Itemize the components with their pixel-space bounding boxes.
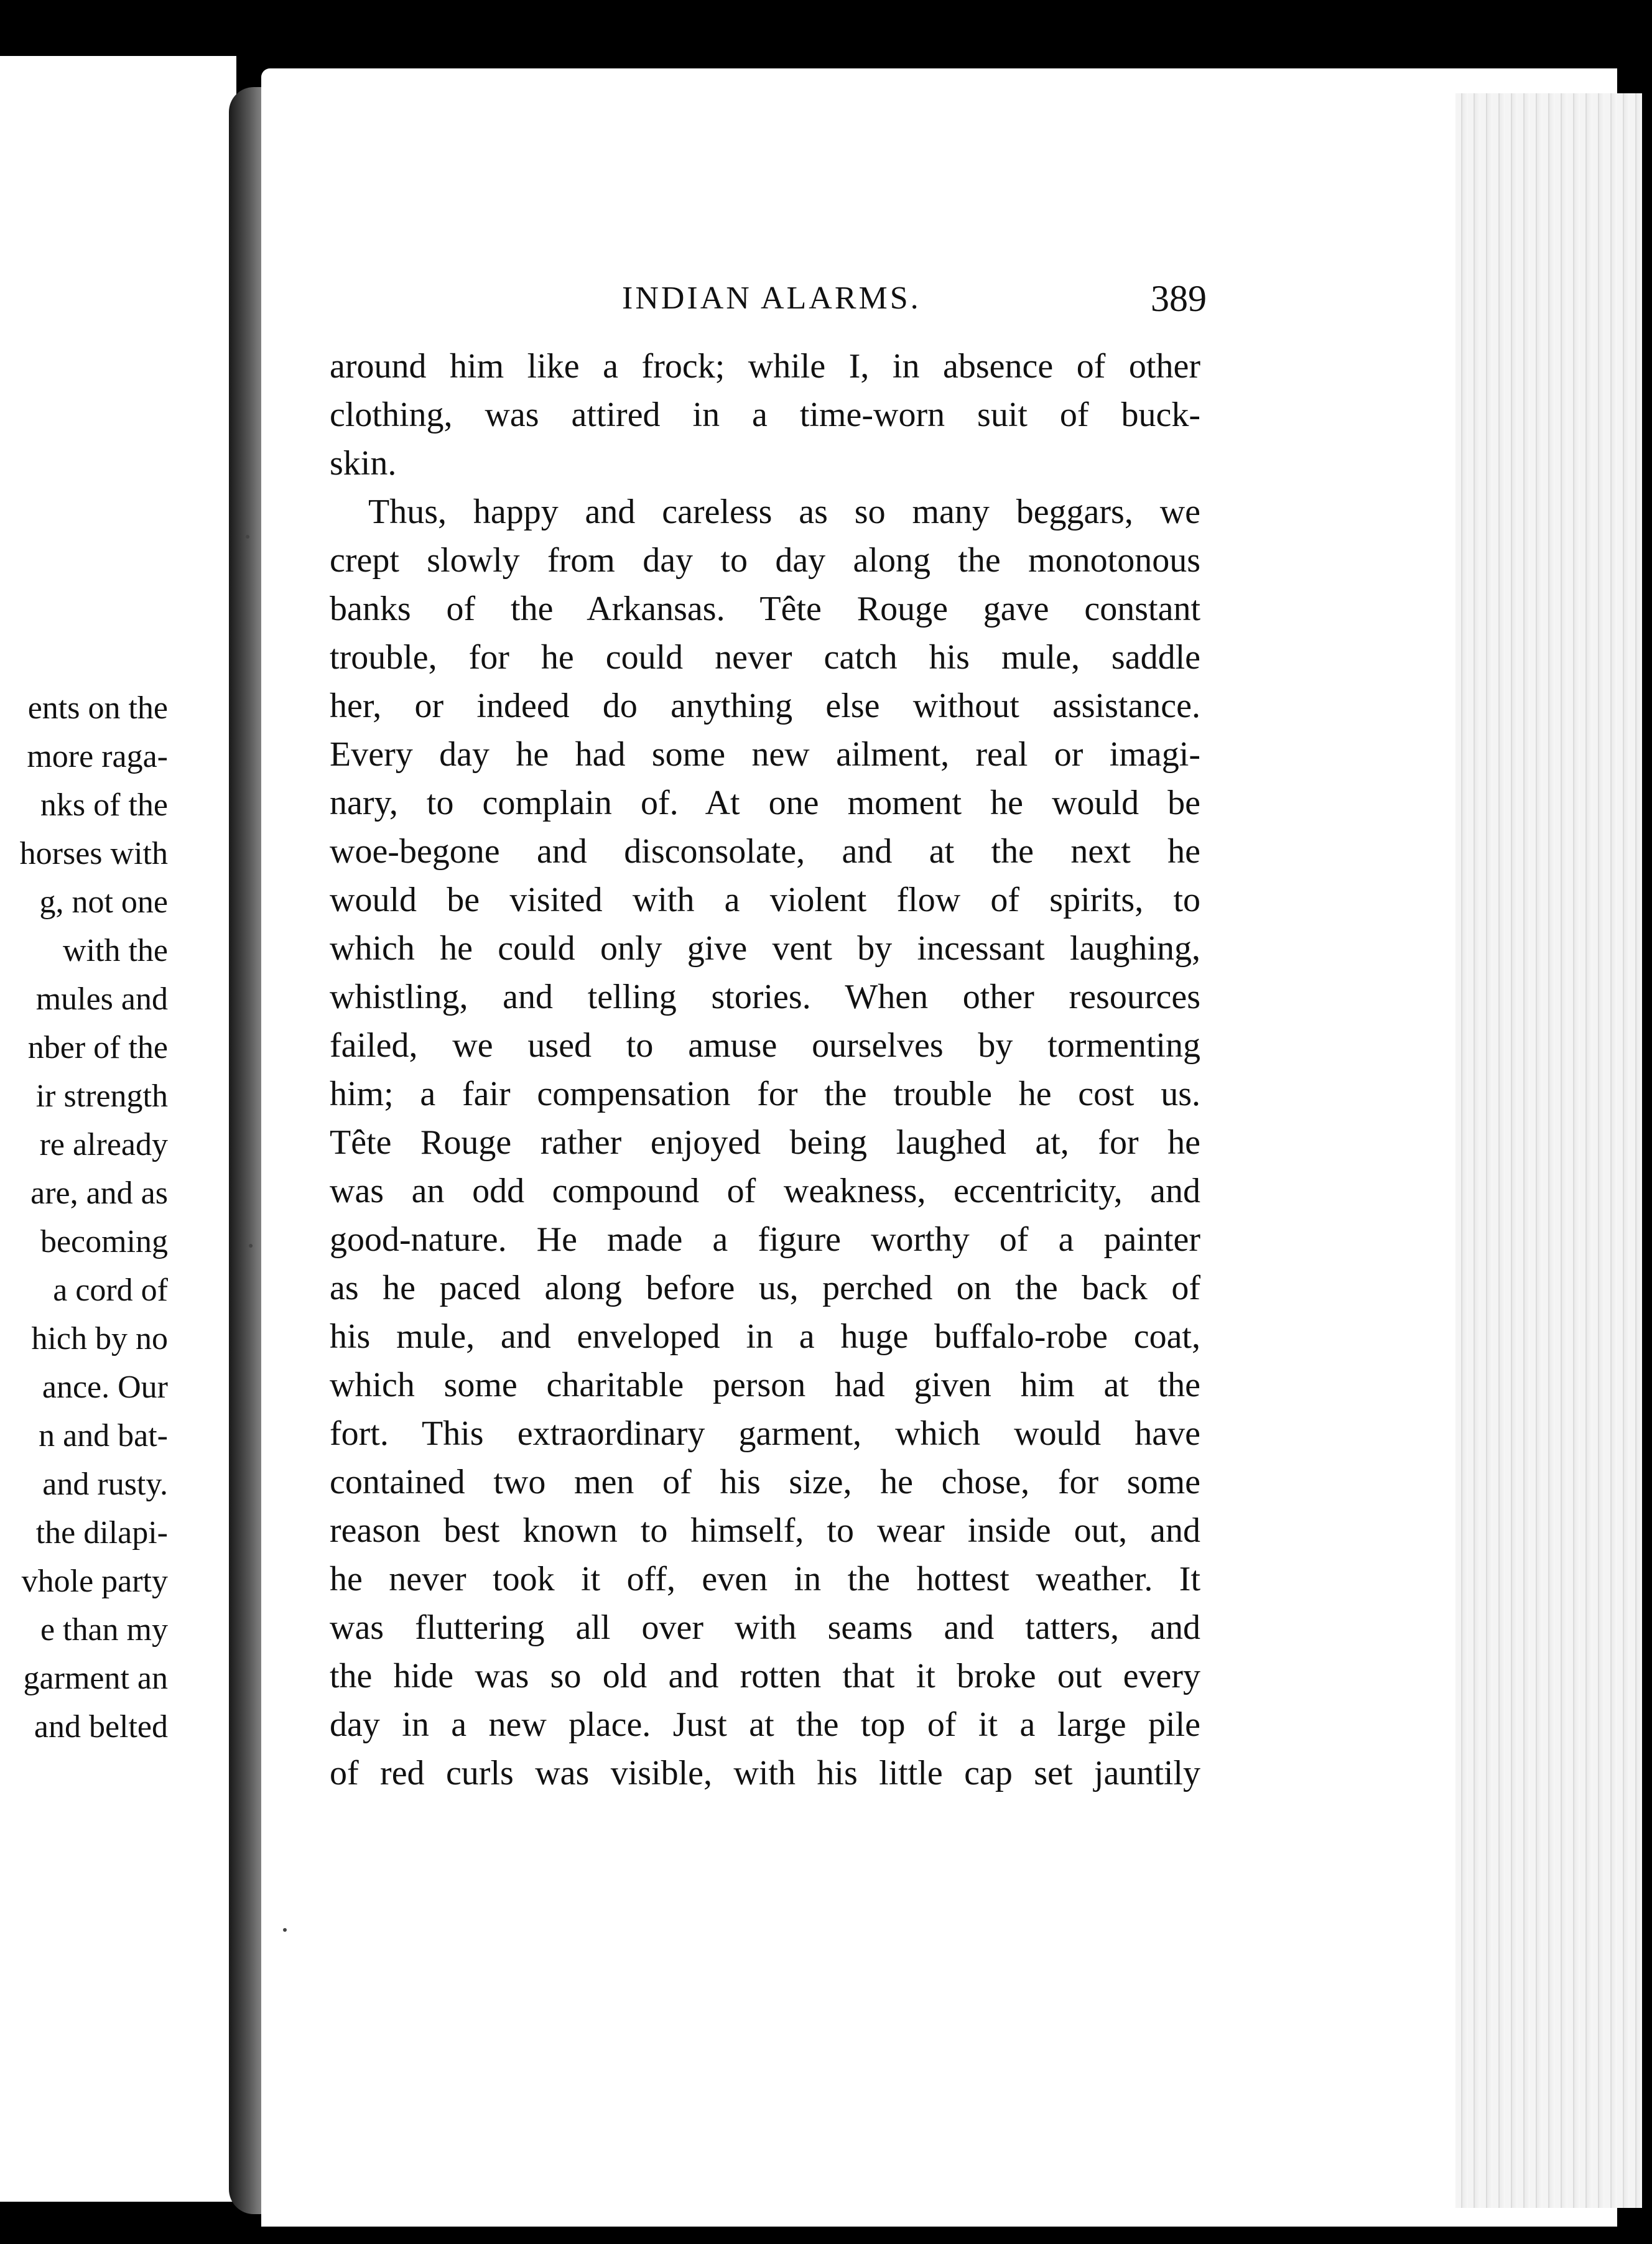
text-line: was an odd compound of weakness, eccentricity, and	[330, 1172, 1200, 1210]
left-line: with the	[63, 933, 168, 968]
paper-speck	[283, 1928, 287, 1932]
left-line: vhole party	[21, 1564, 168, 1599]
text-line: Every day he had some new ailment, real or imagi-	[330, 735, 1200, 774]
text-line: woe-begone and disconsolate, and at the next he	[330, 832, 1200, 871]
text-line: his mule, and enveloped in a huge buffalo-robe coat,	[330, 1317, 1200, 1356]
body-text	[330, 342, 1200, 1797]
left-line: and rusty.	[42, 1467, 168, 1502]
page-edges	[1455, 93, 1642, 2208]
left-line: ents on the	[27, 690, 168, 726]
text-line: day in a new place. Just at the top of it a large pile	[330, 1705, 1200, 1744]
text-line: Tête Rouge rather enjoyed being laughed at, for he	[330, 1123, 1200, 1162]
text-line: good-nature. He made a figure worthy of a painter	[330, 1220, 1200, 1259]
text-line: would be visited with a violent flow of spirits, to	[330, 881, 1200, 919]
left-line: more raga-	[27, 739, 168, 774]
page-number: 389	[1151, 278, 1207, 319]
paper-speck	[246, 535, 249, 539]
text-line: he never took it off, even in the hottest weather. It	[330, 1560, 1200, 1598]
left-page-text	[0, 684, 168, 1751]
left-line: re already	[39, 1127, 168, 1162]
text-line: skin.	[330, 444, 397, 483]
text-line: which some charitable person had given him at the	[330, 1366, 1200, 1404]
left-line: nks of the	[40, 787, 168, 823]
left-line: hich by no	[31, 1321, 168, 1356]
text-line: of red curls was visible, with his little cap set jauntily	[330, 1754, 1200, 1792]
left-line: nber of the	[27, 1030, 168, 1065]
text-line: nary, to complain of. At one moment he would be	[330, 784, 1200, 822]
left-line: becoming	[40, 1224, 168, 1259]
text-line: reason best known to himself, to wear inside out, and	[330, 1511, 1200, 1550]
text-line: clothing, was attired in a time-worn suit of buck-	[330, 396, 1200, 434]
left-line: e than my	[40, 1612, 168, 1648]
text-line: which he could only give vent by incessant laughing,	[330, 929, 1200, 968]
text-line: Thus, happy and careless as so many beggars, we	[368, 493, 1200, 531]
running-title: INDIAN ALARMS.	[622, 280, 921, 316]
running-head	[622, 280, 1207, 330]
left-line: mules and	[35, 981, 168, 1017]
text-line: around him like a frock; while I, in absence of other	[330, 347, 1200, 386]
left-line: a cord of	[53, 1273, 168, 1308]
left-line: are, and as	[30, 1175, 168, 1211]
text-line: him; a fair compensation for the trouble he cost us.	[330, 1075, 1200, 1113]
left-line: garment an	[23, 1661, 168, 1696]
paper-speck	[249, 1244, 253, 1248]
left-line: and belted	[34, 1709, 168, 1745]
text-line: banks of the Arkansas. Tête Rouge gave constant	[330, 590, 1200, 628]
text-line: whistling, and telling stories. When other resources	[330, 978, 1200, 1016]
text-line: trouble, for he could never catch his mule, saddle	[330, 638, 1200, 677]
text-line: crept slowly from day to day along the monotonous	[330, 541, 1200, 580]
text-line: contained two men of his size, he chose, for some	[330, 1463, 1200, 1501]
text-line: her, or indeed do anything else without assistance.	[330, 687, 1200, 725]
left-line: ir strength	[35, 1078, 168, 1114]
left-line: horses with	[19, 836, 168, 871]
text-line: failed, we used to amuse ourselves by tormenting	[330, 1026, 1200, 1065]
left-line: g, not one	[39, 884, 168, 920]
text-line: was fluttering all over with seams and tatters, and	[330, 1608, 1200, 1647]
left-line: the dilapi-	[35, 1515, 168, 1551]
text-line: as he paced along before us, perched on the back of	[330, 1269, 1200, 1307]
left-line: ance. Our	[42, 1370, 168, 1405]
left-facing-page	[0, 56, 236, 2202]
text-line: the hide was so old and rotten that it broke out every	[330, 1657, 1200, 1695]
text-line: fort. This extraordinary garment, which would have	[330, 1414, 1200, 1453]
left-line: n and bat-	[39, 1418, 168, 1454]
